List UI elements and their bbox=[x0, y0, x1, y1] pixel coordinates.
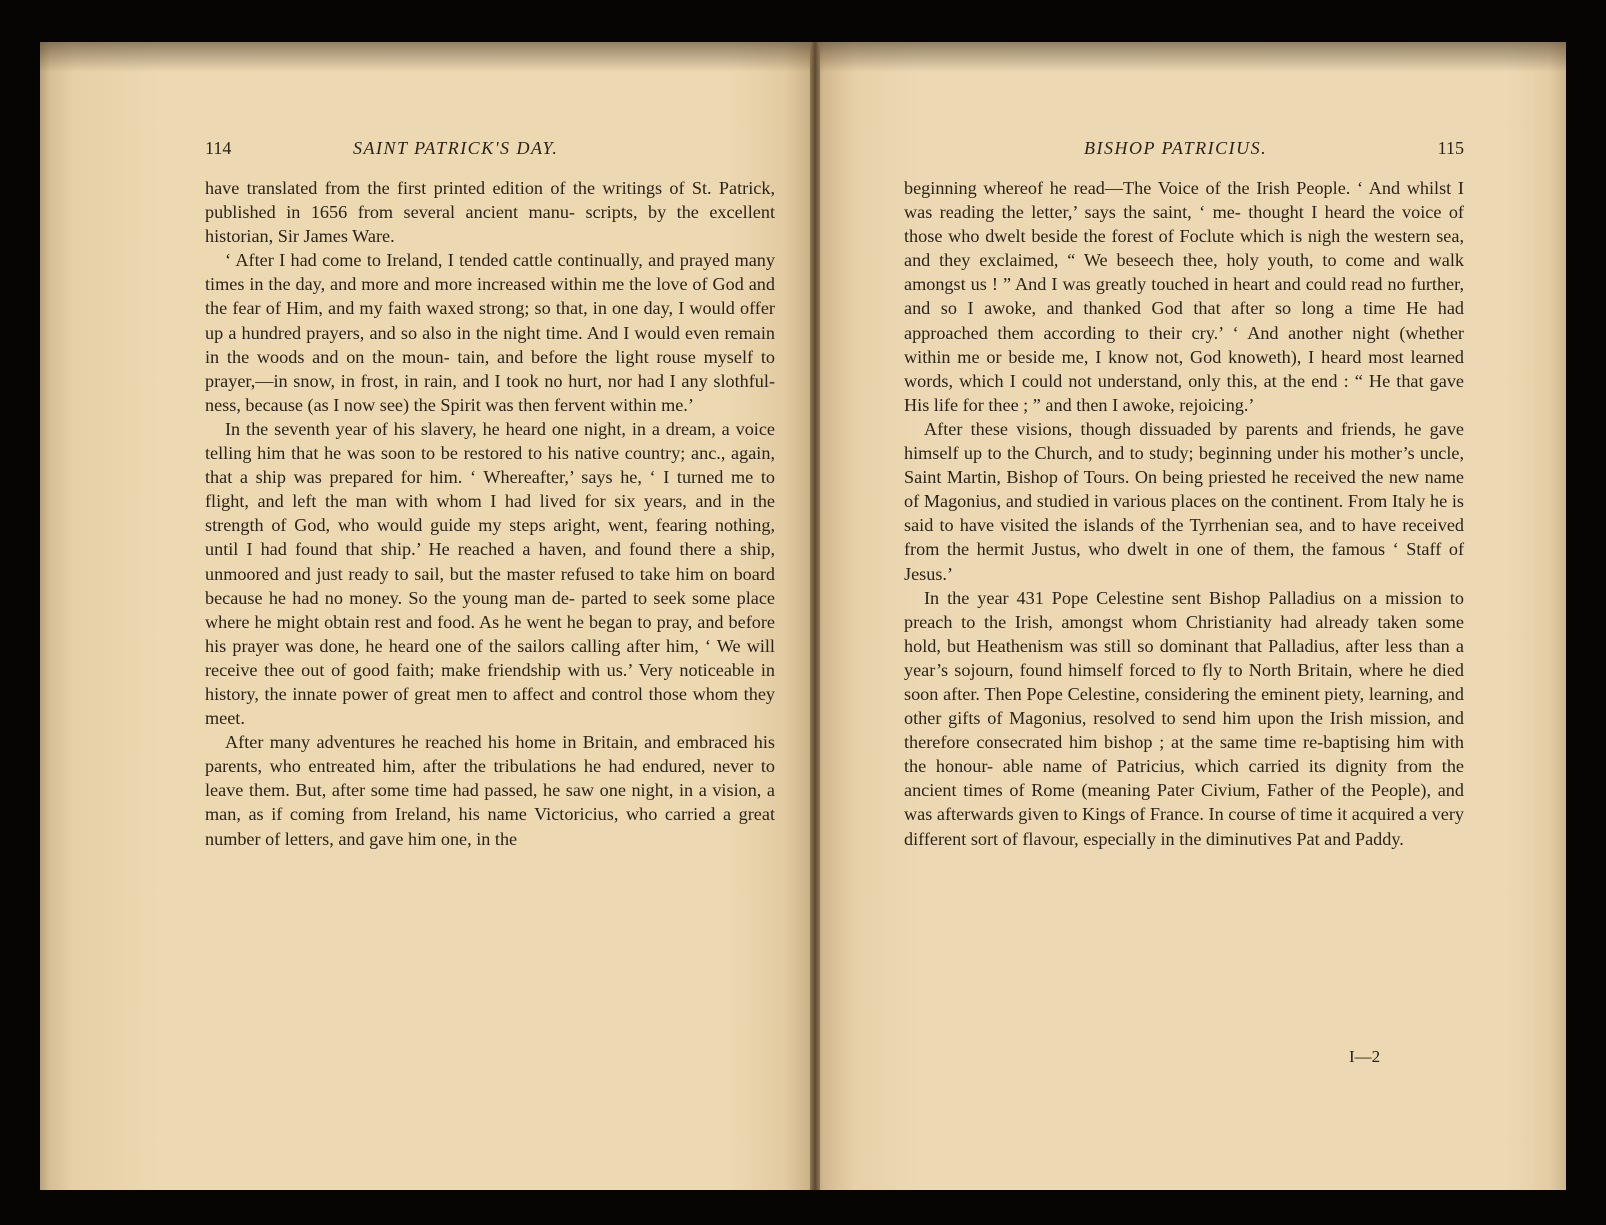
page-top-shadow bbox=[40, 42, 814, 72]
page-top-shadow bbox=[814, 42, 1566, 72]
open-book bbox=[40, 42, 1566, 1190]
right-body-text bbox=[904, 176, 1464, 851]
paragraph: In the year 431 Pope Celestine sent Bishop Palladius on a mission to preach to the Irish, amongst whom Christianity had already taken some hold, but Heathenism was still so dominant that Palladius, after less than a year’s sojourn, found himself forced to fly to North Britain, where he died soon after. Then Pope Celestine, considering the eminent piety, learning, and other gifts of Magonius, resolved to send him upon the Irish mission, and therefore consecrated him bishop ; at the same time re-baptising him with the honour- able name of Patricius, which carried its dignity from the ancient times of Rome (meaning Pater Civium, Father of the People), and was afterwards given to Kings of France. In course of time it acquired a very different sort of flavour, especially in the diminutives Pat and Paddy. bbox=[904, 587, 1464, 849]
paragraph: After these visions, though dissuaded by parents and friends, he gave himself up to the Church, and to study; beginning under his mother’s uncle, Saint Martin, Bishop of Tours. On being priested he received the new name of Magonius, and studied in various places on the continent. From Italy he is said to have visited the islands of the Tyrrhenian sea, and to have received from the hermit Justus, who dwelt in one of them, the famous ‘ Staff of Jesus.’ bbox=[904, 418, 1464, 584]
paragraph: After many adventures he reached his home in Britain, and embraced his parents, who entreated him, after the tribulations he had endured, never to leave them. But, after some time had passed, he saw one night, in a vision, a man, as if coming from Ireland, his name Victoricius, who carried a great number of letters, and gave him one, in the bbox=[205, 732, 775, 849]
paragraph: In the seventh year of his slavery, he heard one night, in a dream, a voice telling him that he was soon to be restored to his native country; anc., again, that a ship was prepared for him. ‘ Whereafter,’ says he, ‘ I turned me to flight, and left the man with whom I had lived for six years, and in the strength of God, who would guide my steps aright, went, fearing nothing, until I had found that ship.’ He reached a haven, and found there a ship, unmoored and just ready to sail, but the master refused to take him on board because he had no money. So the young man de- parted to seek some place where he might obtain rest and food. As he went he began to pray, and before his prayer was done, he heard one of the sailors calling after him, ‘ We will receive thee out of good faith; make friendship with us.’ Very noticeable in history, the innate power of great men to affect and control those whom they meet. bbox=[205, 418, 775, 729]
right-page bbox=[814, 42, 1566, 1190]
right-running-head: BISHOP PATRICIUS. bbox=[1084, 138, 1268, 158]
left-page bbox=[40, 42, 814, 1190]
right-page-number: 115 bbox=[1437, 138, 1464, 158]
paragraph: ‘ After I had come to Ireland, I tended cattle continually, and prayed many times in the day, and more and more increased within me the love of God and the fear of Him, and my faith waxed strong; so that, in one day, I would offer up a hundred prayers, and so also in the night time. And I would even remain in the woods and on the moun- tain, and before the light rouse myself to prayer,—in snow, in frost, in rain, and I took no hurt, nor had I any slothful- ness, because (as I now see) the Spirit was then fervent within me.’ bbox=[205, 250, 775, 415]
book-gutter bbox=[810, 42, 820, 1190]
left-running-head: SAINT PATRICK'S DAY. bbox=[353, 138, 559, 158]
left-body-text bbox=[205, 176, 775, 851]
signature-mark: I—2 bbox=[1349, 1047, 1381, 1066]
left-page-number: 114 bbox=[205, 138, 232, 158]
paragraph: have translated from the first printed edition of the writings of St. Patrick, published in 1656 from several ancient manu- scripts, by the excellent historian, Sir James Ware. bbox=[205, 178, 775, 247]
paragraph: beginning whereof he read—The Voice of the Irish People. ‘ And whilst I was reading the letter,’ says the saint, ‘ me- thought I heard the voice of those who dwelt beside the forest of Foclute which is nigh the western sea, and they exclaimed, “ We beseech thee, holy youth, to come and walk amongst us ! ” And I was greatly touched in heart and could read no further, and so I awoke, and thanked God that after so long a time He had approached them according to their cry.’ ‘ And another night (whether within me or beside me, I know not, God knoweth), I heard most learned words, which I could not understand, only this, at the end : “ He that gave His life for thee ; ” and then I awoke, rejoicing.’ bbox=[904, 178, 1464, 415]
